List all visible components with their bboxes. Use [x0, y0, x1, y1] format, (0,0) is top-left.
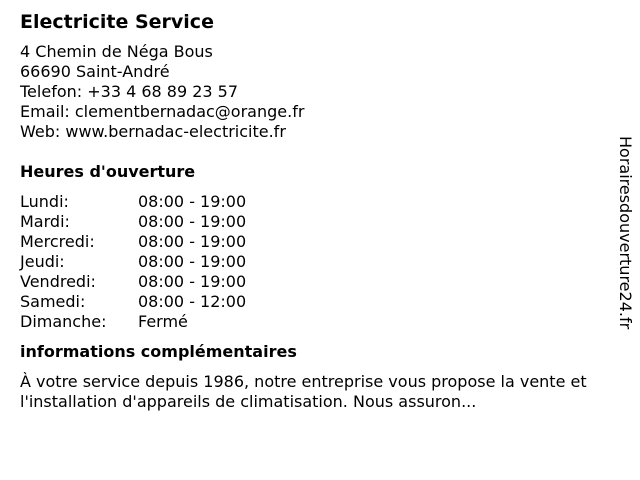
additional-info-heading: informations complémentaires — [20, 342, 297, 361]
day-label: Mardi: — [20, 212, 70, 231]
day-hours: 08:00 - 19:00 — [138, 232, 247, 251]
additional-info-text: À votre service depuis 1986, notre entreprise vous propose la vente et l'installation d'appareils de climatisation. Nous assuron... — [20, 372, 587, 411]
opening-hours-heading: Heures d'ouverture — [20, 162, 196, 181]
hours-row-tuesday — [20, 212, 246, 232]
web-line: Web: www.bernadac-electricite.fr — [20, 122, 286, 141]
day-label: Jeudi: — [20, 252, 65, 271]
business-name: Electricite Service — [20, 11, 214, 33]
hours-row-monday — [20, 192, 246, 212]
day-hours: 08:00 - 19:00 — [138, 272, 247, 291]
day-label: Mercredi: — [20, 232, 95, 251]
hours-row-wednesday — [20, 232, 246, 252]
hours-row-thursday — [20, 252, 246, 272]
day-hours: 08:00 - 19:00 — [138, 192, 247, 211]
hours-row-saturday — [20, 292, 246, 312]
day-label: Vendredi: — [20, 272, 96, 291]
hours-row-friday — [20, 272, 246, 292]
phone-line: Telefon: +33 4 68 89 23 57 — [20, 82, 239, 101]
address-street: 4 Chemin de Néga Bous — [20, 42, 213, 61]
day-hours: 08:00 - 12:00 — [138, 292, 247, 311]
day-label: Dimanche: — [20, 312, 107, 331]
day-hours: 08:00 - 19:00 — [138, 212, 247, 231]
day-label: Samedi: — [20, 292, 86, 311]
day-hours: 08:00 - 19:00 — [138, 252, 247, 271]
site-brand-vertical: Horairesdouverture24.fr — [616, 136, 635, 330]
day-label: Lundi: — [20, 192, 69, 211]
day-hours: Fermé — [138, 312, 188, 331]
opening-hours-table — [20, 192, 246, 332]
hours-row-sunday — [20, 312, 246, 332]
address-city: 66690 Saint-André — [20, 62, 170, 81]
email-line: Email: clementbernadac@orange.fr — [20, 102, 305, 121]
business-card — [20, 10, 610, 412]
